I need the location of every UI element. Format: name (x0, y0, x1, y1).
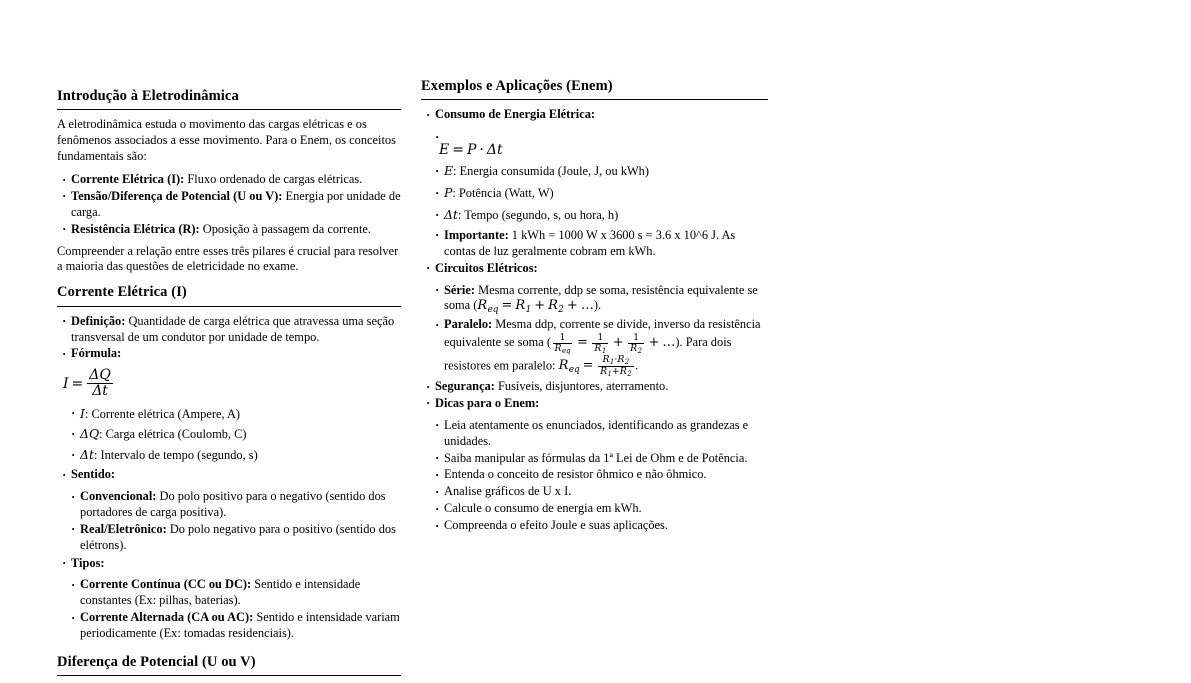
list-item-text: Energia por unidade de carga. (71, 188, 401, 219)
corrente-variable-list (57, 406, 401, 465)
list-item-term: Real/Eletrônico: (80, 521, 167, 536)
section-heading-introducao: Introdução à Eletrodinâmica (57, 88, 239, 104)
list-item-paralelo (435, 317, 768, 378)
variable-symbol: ΔQ (80, 426, 100, 442)
list-item-term: Tensão/Diferença de Potencial (U ou V): (71, 188, 283, 203)
list-item: · Leia atentamente os enunciados, identificando as grandezas e unidades. (435, 418, 768, 450)
list-item-importante (435, 228, 768, 260)
formula-rhs-time: Δt (486, 142, 503, 159)
consumo-group (421, 107, 768, 123)
consumo-term: Consumo de Energia Elétrica: (435, 107, 596, 122)
list-item: · Saiba manipular as fórmulas da 1ª Lei de Ohm e de Potência. (435, 451, 768, 467)
variable-symbol: I (80, 405, 85, 421)
variable-text: : Tempo (segundo, s, ou hora, h) (457, 208, 619, 223)
sentido-group (57, 467, 401, 483)
serie-text-before: Mesma corrente, ddp se soma, resistência equivalente se soma ( (444, 282, 758, 313)
list-item-term: Corrente Contínua (CC ou DC): (80, 577, 252, 592)
variable-symbol: Δt (80, 447, 94, 463)
formula-equals: = (71, 376, 84, 393)
list-item-text: Oposição à passagem da corrente. (199, 221, 372, 236)
list-item: · Calcule o consumo de energia em kWh. (435, 501, 768, 517)
serie-term: Série: (444, 282, 475, 297)
tipos-list (57, 577, 401, 642)
list-item-variable (71, 406, 401, 423)
list-item-text: Fluxo ordenado de cargas elétricas. (184, 172, 363, 187)
list-item-formula (62, 346, 401, 362)
heading-rule (57, 675, 401, 676)
sentido-list (57, 489, 401, 554)
list-item-term: Corrente Elétrica (I): (71, 172, 185, 187)
list-item (62, 222, 401, 238)
formula-lhs: I (63, 376, 69, 393)
list-item-text: Sentido e intensidade variam periodicamente (Ex: tomadas residenciais). (80, 610, 400, 640)
fraction-numerator: ΔQ (89, 367, 111, 384)
corrente-bullet-list (57, 314, 401, 363)
list-item (71, 577, 401, 609)
formula-energia (439, 142, 768, 158)
formula-equals: = (452, 142, 464, 159)
list-item-variable (71, 426, 401, 443)
paralelo-text-before: Mesma ddp, corrente se divide, inverso da resistência equivalente se soma ( (444, 317, 761, 350)
consumo-term-item (426, 107, 768, 123)
definicao-term: Definição: (71, 313, 126, 328)
dicas-term: Dicas para o Enem: (435, 395, 540, 410)
dicas-term-item (426, 396, 768, 412)
sentido-term: Sentido: (71, 467, 116, 482)
list-item: · Compreenda o efeito Joule e suas aplicações. (435, 518, 768, 534)
formula-fraction (87, 368, 113, 399)
section-heading-diferenca-de-potencial: Diferença de Potencial (U ou V) (57, 653, 256, 670)
formula-paralelo-dois-resistores: Req = $\frac{R1\cdot R2}{R1+R2}$ (558, 354, 632, 378)
outro-paragraph: Compreender a relação entre esses três pilares é crucial para resolver a maioria das questões de eletricidade no exame. (57, 243, 399, 274)
paralelo-text-after: . (635, 358, 639, 373)
circuitos-list (421, 283, 768, 379)
tipos-term: Tipos: (71, 555, 105, 570)
list-item: · Analise gráficos de U x I. (435, 484, 768, 500)
list-item-serie (435, 283, 768, 317)
variable-text: : Potência (Watt, W) (452, 186, 554, 201)
variable-symbol: P (444, 185, 453, 201)
formula-paralelo-inverso: $\frac{1}{\text{Req}}$ = $\frac{1}{R1}$ + $\frac{1}{R2}$ + … (554, 332, 676, 355)
section-heading-corrente-eletrica: Corrente Elétrica (I) (57, 284, 187, 301)
tipos-group (57, 556, 401, 572)
list-item (62, 172, 401, 188)
variable-text: : Corrente elétrica (Ampere, A) (84, 406, 241, 421)
formula-serie: Req = R1 + R2 + … (477, 298, 594, 315)
importante-term: Importante: (444, 227, 509, 242)
heading-rule (57, 109, 401, 110)
consumo-formula-bullet (421, 129, 768, 138)
list-item-seguranca (426, 379, 768, 395)
section-heading-exemplos: Exemplos e Aplicações (Enem) (421, 78, 613, 94)
list-item-term: Convencional: (80, 489, 157, 503)
variable-symbol: Δt (444, 207, 458, 223)
list-item (71, 522, 401, 554)
variable-symbol: E (444, 163, 454, 179)
intro-bullet-list (57, 172, 401, 238)
formula-rhs-power: P (466, 142, 477, 159)
circuitos-term-item (426, 261, 768, 277)
sentido-term-item (62, 467, 401, 483)
seguranca-group (421, 379, 768, 412)
formula-dot: · (479, 142, 484, 159)
paralelo-text-middle: ). Para dois resistores em paralelo: (444, 335, 732, 373)
section-introducao (57, 88, 401, 275)
circuitos-term: Circuitos Elétricos: (435, 260, 538, 275)
section-diferenca-de-potencial (57, 654, 401, 676)
circuitos-group (421, 261, 768, 277)
formula-corrente-eletrica (63, 368, 401, 399)
empty-bullet-item (435, 129, 768, 138)
list-item-term: Corrente Alternada (CA ou AC): (80, 610, 254, 625)
list-item-variable (71, 447, 401, 464)
section-corrente-eletrica (57, 284, 401, 642)
list-item-text: Sentido e intensidade constantes (Ex: pilhas, baterias). (80, 577, 361, 608)
heading-rule (57, 306, 401, 307)
list-item-variable (435, 207, 768, 224)
definicao-text: Quantidade de carga elétrica que atravessa uma seção transversal de um condutor por unidade de tempo. (71, 313, 395, 344)
left-column (57, 88, 401, 683)
list-item-text: Do polo negativo para o positivo (sentido dos elétrons). (80, 521, 396, 552)
right-column (421, 78, 768, 535)
list-item-variable (435, 163, 768, 180)
variable-text: : Intervalo de tempo (segundo, s) (93, 448, 258, 463)
variable-text: : Carga elétrica (Coulomb, C) (99, 427, 247, 442)
formula-term: Fórmula: (71, 346, 122, 361)
list-item (71, 610, 401, 642)
list-item-text: Do polo positivo para o negativo (sentido dos portadores de carga positiva). (80, 489, 386, 519)
consumo-variable-list (421, 163, 768, 259)
list-item-variable (435, 185, 768, 202)
formula-lhs: E (439, 142, 450, 159)
seguranca-text: Fusíveis, disjuntores, aterramento. (494, 379, 669, 394)
seguranca-term: Segurança: (435, 379, 495, 394)
list-item (62, 189, 401, 221)
fraction-denominator: Δt (87, 383, 113, 399)
tipos-term-item (62, 556, 401, 572)
dicas-list (421, 418, 768, 534)
list-item: · Entenda o conceito de resistor ôhmico e não ôhmico. (435, 467, 768, 483)
serie-text-after: ). (593, 298, 602, 313)
list-item-definicao (62, 314, 401, 346)
importante-text: 1 kWh = 1000 W x 3600 s = 3.6 x 10^6 J. As contas de luz geralmente cobram em kWh. (444, 227, 736, 258)
paralelo-term: Paralelo: (444, 317, 493, 332)
variable-text: : Energia consumida (Joule, J, ou kWh) (453, 164, 649, 179)
heading-rule (421, 99, 768, 100)
list-item-term: Resistência Elétrica (R): (71, 221, 200, 236)
list-item (71, 489, 401, 521)
intro-paragraph: A eletrodinâmica estuda o movimento das cargas elétricas e os fenômenos associados a esse movimento. Para o Enem, os conceitos fundamentais são: (57, 117, 396, 164)
